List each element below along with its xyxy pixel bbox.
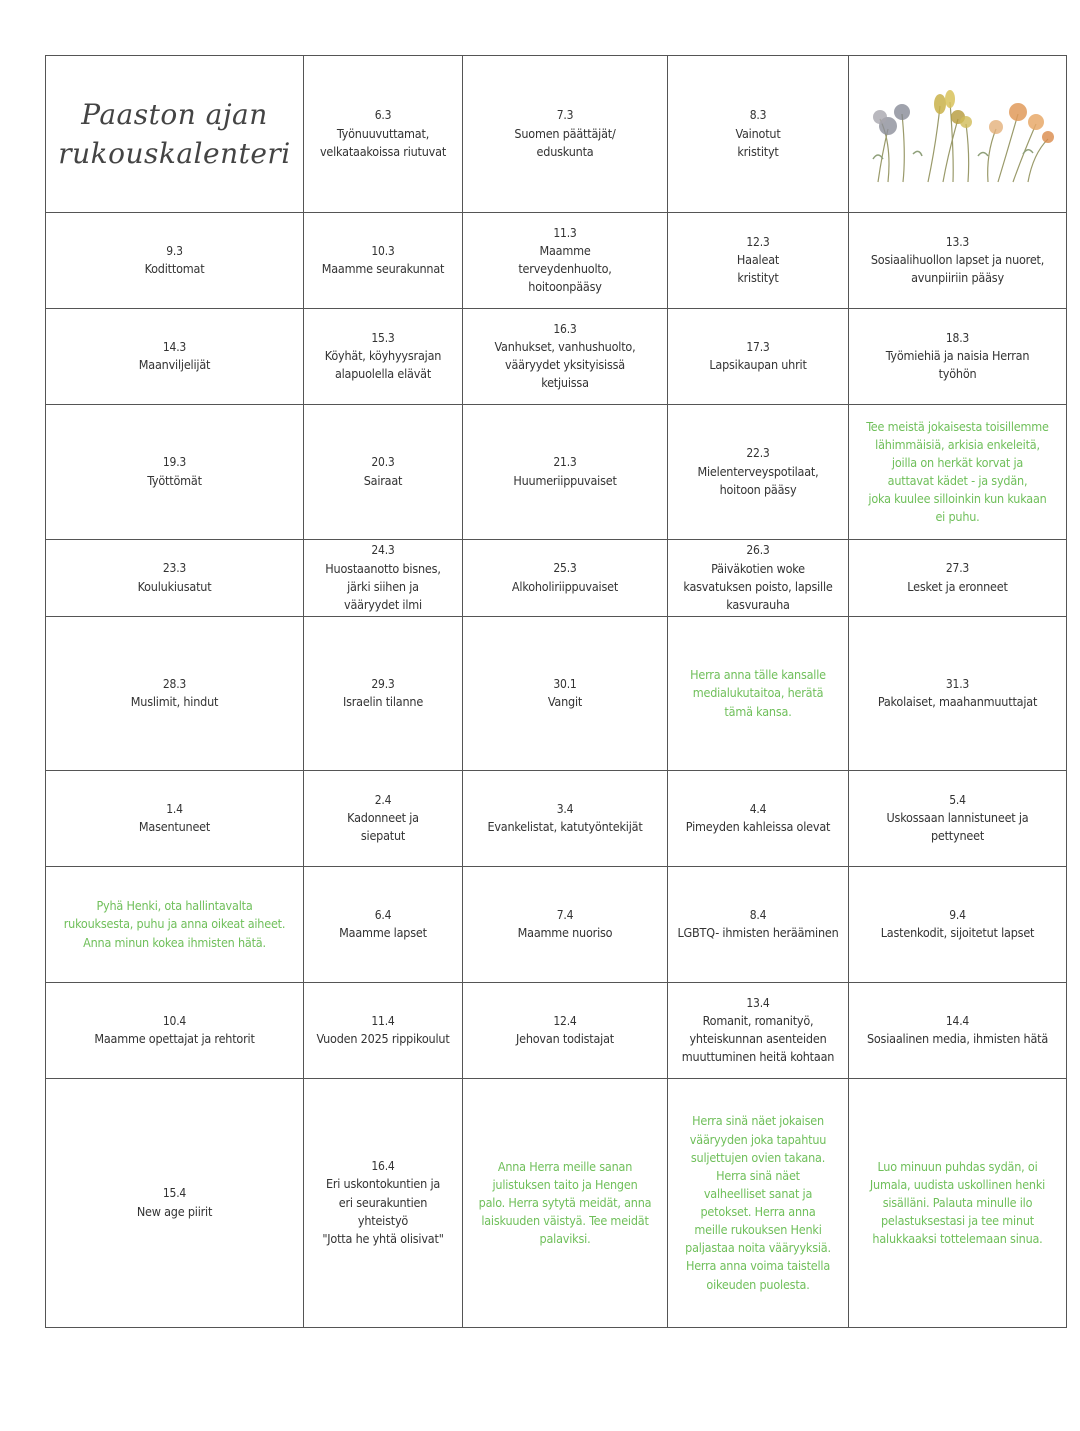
calendar-day-cell	[463, 56, 668, 213]
day-date: 28.3	[162, 676, 187, 691]
day-topic: Lastenkodit, sijoitetut lapset	[880, 925, 1035, 941]
calendar-row	[46, 405, 1067, 540]
day-topic: Alkoholiriippuvaiset	[511, 578, 619, 594]
day-topic: LGBTQ- ihmisten herääminen	[677, 925, 839, 941]
prayer-cell	[849, 1079, 1067, 1328]
day-topic: Työnuuvuttamat, velkataakoissa riutuvat	[319, 125, 447, 159]
day-date: 9.4	[949, 907, 966, 922]
day-topic: Masentuneet	[138, 819, 211, 835]
day-date: 13.4	[746, 995, 770, 1010]
day-topic: Lapsikaupan uhrit	[709, 357, 807, 373]
calendar-day-cell	[46, 983, 304, 1079]
day-topic: Työmiehiä ja naisia Herran työhön	[885, 348, 1030, 382]
day-topic: Romanit, romanityö, yhteiskunnan asenteiden muuttuminen heitä kohtaan	[681, 1013, 835, 1065]
calendar-day-cell	[304, 771, 463, 867]
day-topic: Vainotut kristityt	[735, 125, 781, 159]
day-date: 15.4	[162, 1186, 187, 1201]
day-date: 8.3	[749, 108, 767, 123]
calendar-day-cell	[849, 983, 1067, 1079]
day-topic: Maamme lapset	[339, 925, 427, 941]
flowers-icon	[858, 84, 1058, 184]
day-date: 19.3	[162, 455, 187, 470]
calendar-day-cell	[304, 405, 463, 540]
day-topic: New age piirit	[136, 1203, 213, 1219]
calendar-day-cell	[46, 1079, 304, 1328]
calendar-day-cell	[463, 213, 668, 309]
day-date: 22.3	[746, 446, 770, 461]
day-topic: Päiväkotien woke kasvatuksen poisto, lapsille kasvurauha	[683, 560, 833, 612]
day-date: 5.4	[949, 792, 966, 807]
day-date: 10.4	[162, 1013, 187, 1028]
calendar-day-cell	[668, 983, 849, 1079]
prayer-text: Herra anna tälle kansalle medialukutaitoa, herätä tämä kansa.	[690, 667, 826, 719]
day-date: 11.3	[553, 225, 577, 240]
prayer-cell	[463, 1079, 668, 1328]
day-date: 20.3	[371, 455, 395, 470]
calendar-day-cell	[849, 213, 1067, 309]
calendar-day-cell	[304, 56, 463, 213]
calendar-day-cell	[668, 867, 849, 983]
day-date: 15.3	[371, 330, 395, 345]
calendar-day-cell	[463, 867, 668, 983]
day-topic: Vuoden 2025 rippikoulut	[316, 1031, 450, 1047]
day-date: 1.4	[166, 801, 183, 816]
day-topic: Vangit	[547, 694, 583, 710]
day-topic: Sosiaalihuollon lapset ja nuoret, avunpiiriin pääsy	[870, 252, 1045, 286]
calendar-day-cell	[849, 771, 1067, 867]
calendar-row	[46, 309, 1067, 405]
day-date: 6.3	[374, 108, 392, 123]
calendar-day-cell	[668, 56, 849, 213]
day-date: 29.3	[371, 676, 395, 691]
calendar-day-cell	[46, 405, 304, 540]
day-topic: Haaleat kristityt	[736, 252, 780, 286]
prayer-calendar-table	[45, 55, 1067, 1328]
day-topic: Sairaat	[363, 472, 403, 488]
day-topic: Huumeriippuvaiset	[513, 472, 617, 488]
page-title: Paaston ajan rukouskalenteri	[58, 97, 291, 170]
day-date: 23.3	[162, 561, 187, 576]
day-topic: Koulukiusatut	[137, 578, 212, 594]
day-topic: Mielenterveyspotilaat, hoitoon pääsy	[697, 463, 819, 497]
day-date: 17.3	[746, 339, 770, 354]
calendar-day-cell	[463, 617, 668, 771]
prayer-cell	[668, 617, 849, 771]
calendar-day-cell	[668, 771, 849, 867]
calendar-row	[46, 540, 1067, 617]
calendar-day-cell	[849, 617, 1067, 771]
calendar-day-cell	[304, 617, 463, 771]
calendar-day-cell	[668, 405, 849, 540]
day-topic: Maanviljelijät	[138, 357, 211, 373]
day-topic: Maamme seurakunnat	[321, 261, 445, 277]
calendar-day-cell	[304, 540, 463, 617]
calendar-day-cell	[668, 540, 849, 617]
calendar-day-cell	[849, 867, 1067, 983]
prayer-text: Anna Herra meille sanan julistuksen taito ja Hengen palo. Herra sytytä meidät, anna laiskuuden väistyä. Tee meidät palaviksi.	[478, 1158, 652, 1247]
calendar-day-cell	[304, 983, 463, 1079]
day-topic: Työttömät	[147, 472, 202, 488]
day-topic: Vanhukset, vanhushuolto, vääryydet yksityisissä ketjuissa	[494, 339, 636, 391]
prayer-cell	[849, 405, 1067, 540]
calendar-day-cell	[304, 309, 463, 405]
day-date: 7.4	[556, 907, 574, 922]
day-date: 7.3	[556, 108, 574, 123]
day-date: 12.4	[553, 1013, 577, 1028]
calendar-day-cell	[304, 213, 463, 309]
day-date: 12.3	[746, 234, 770, 249]
prayer-text: Pyhä Henki, ota hallintavalta rukouksesta, puhu ja anna oikeat aiheet. Anna minun kokea ihmisten hätä.	[63, 898, 286, 950]
calendar-day-cell	[46, 771, 304, 867]
day-date: 24.3	[371, 543, 395, 558]
day-topic: Maamme terveydenhuolto, hoitoonpääsy	[518, 243, 612, 295]
prayer-cell	[668, 1079, 849, 1328]
day-topic: Sosiaalinen media, ihmisten hätä	[866, 1031, 1049, 1047]
day-date: 13.3	[945, 234, 970, 249]
calendar-day-cell	[463, 771, 668, 867]
day-date: 21.3	[553, 455, 577, 470]
day-date: 18.3	[945, 330, 970, 345]
day-topic: Pakolaiset, maahanmuuttajat	[877, 694, 1038, 710]
day-date: 27.3	[945, 561, 970, 576]
day-date: 9.3	[166, 243, 183, 258]
calendar-day-cell	[849, 309, 1067, 405]
day-date: 6.4	[374, 907, 392, 922]
day-date: 25.3	[553, 561, 577, 576]
day-topic: Köyhät, köyhyysrajan alapuolella elävät	[324, 348, 442, 382]
day-topic: Uskossaan lannistuneet ja pettyneet	[886, 810, 1029, 844]
calendar-row	[46, 213, 1067, 309]
calendar-row	[46, 983, 1067, 1079]
day-date: 30.1	[553, 676, 577, 691]
prayer-text: Herra sinä näet jokaisen vääryyden joka tapahtuu suljettujen ovien takana. Herra sinä näet valheelliset sanat ja petokset. Herra anna meille rukouksen Henki paljastaa noita vääryyksiä. Herra anna voima taistella oikeuden puolesta.	[685, 1113, 831, 1292]
day-date: 4.4	[749, 801, 767, 816]
day-topic: Maamme opettajat ja rehtorit	[94, 1031, 255, 1047]
prayer-cell	[46, 867, 304, 983]
day-date: 16.3	[553, 321, 577, 336]
day-date: 8.4	[749, 907, 767, 922]
day-topic: Maamme nuoriso	[517, 925, 613, 941]
calendar-day-cell	[46, 540, 304, 617]
prayer-text: Luo minuun puhdas sydän, oi Jumala, uudista uskollinen henki sisälläni. Palauta minulle ilo pelastuksestasi ja tee minut halukkaaksi tottelemaan sinua.	[869, 1158, 1046, 1247]
calendar-day-cell	[46, 309, 304, 405]
day-topic: Kodittomat	[144, 261, 205, 277]
calendar-day-cell	[463, 309, 668, 405]
flowers-cell	[849, 56, 1067, 213]
calendar-title-cell	[46, 56, 304, 213]
day-topic: Jehovan todistajat	[515, 1031, 615, 1047]
calendar-day-cell	[668, 309, 849, 405]
day-topic: Kadonneet ja siepatut	[347, 810, 419, 844]
calendar-row	[46, 867, 1067, 983]
day-topic: Muslimit, hindut	[130, 694, 219, 710]
calendar-day-cell	[463, 405, 668, 540]
day-topic: Suomen päättäjät/ eduskunta	[514, 125, 616, 159]
calendar-row	[46, 1079, 1067, 1328]
calendar-day-cell	[463, 540, 668, 617]
calendar-day-cell	[849, 540, 1067, 617]
day-topic: Eri uskontokuntien ja eri seurakuntien yhteistyö "Jotta he yhtä olisivat"	[322, 1176, 444, 1246]
calendar-row	[46, 771, 1067, 867]
day-topic: Lesket ja eronneet	[907, 578, 1008, 594]
day-date: 14.4	[945, 1013, 970, 1028]
day-date: 14.3	[162, 339, 187, 354]
day-topic: Israelin tilanne	[342, 694, 424, 710]
day-date: 26.3	[746, 543, 770, 558]
day-date: 3.4	[556, 801, 574, 816]
day-topic: Pimeyden kahleissa olevat	[685, 819, 831, 835]
calendar-day-cell	[46, 213, 304, 309]
calendar-row	[46, 56, 1067, 213]
calendar-row	[46, 617, 1067, 771]
calendar-day-cell	[304, 1079, 463, 1328]
prayer-text: Tee meistä jokaisesta toisillemme lähimmäisiä, arkisia enkeleitä, joilla on herkät korvat ja auttavat kädet - ja sydän, joka kuulee silloinkin kun kukaan ei puhu.	[866, 418, 1049, 525]
calendar-day-cell	[46, 617, 304, 771]
day-date: 2.4	[374, 792, 392, 807]
calendar-day-cell	[463, 983, 668, 1079]
day-date: 31.3	[945, 676, 970, 691]
calendar-day-cell	[304, 867, 463, 983]
day-date: 11.4	[371, 1013, 395, 1028]
day-date: 16.4	[371, 1159, 395, 1174]
day-date: 10.3	[371, 243, 395, 258]
day-topic: Huostaanotto bisnes, järki siihen ja vääryydet ilmi	[325, 560, 441, 612]
day-topic: Evankelistat, katutyöntekijät	[487, 819, 643, 835]
calendar-day-cell	[668, 213, 849, 309]
